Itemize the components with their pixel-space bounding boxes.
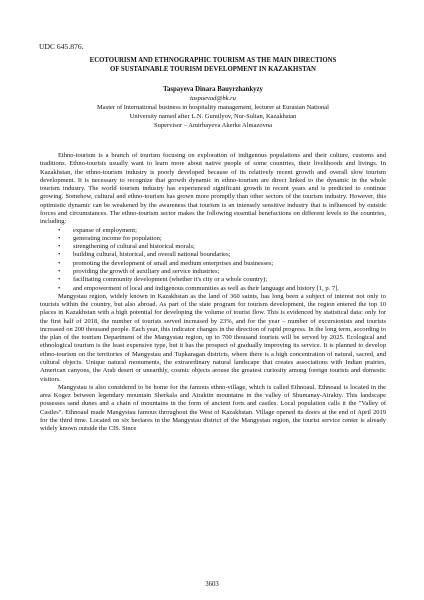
author-email: taspaevad@bk.ru [190, 95, 236, 102]
paragraph-1: Ethno-tourism is a branch of tourism focusing on exploration of indigenous populations and their culture, customs and traditions. Ethno-tourists usually want to learn more about native people of some countries, their livelihoods and livings. In Kazakhstan, the ethno-tourism industry is poorly developed because of its relatively recent growth and overall slow tourism development. It is necessary to recognize that growth dynamic in ethno-tourism are direct linked to the dynamic in the whole tourism industry. The world tourism industry has experienced significant growth in recent years and is predicted to continue growing. Somehow, cultural and ethno-tourism has grown more promptly than other sectors of the tourism industry. However, this optimistic dynamic can be weakened by the awareness that tourism is an intensely sensitive industry that is influenced by outside forces and circumstances. The ethno-tourism sector makes the following essential benefactions on different levels to the countries, including: [40, 152, 386, 226]
list-item: • strengthening of cultural and historical morals; [58, 243, 386, 251]
article-body [40, 152, 386, 434]
page-number: 3603 [205, 581, 219, 588]
author-block [40, 85, 386, 130]
list-item: • promoting the development of small and medium enterprises and businesses; [58, 260, 386, 268]
list-item: • facilitating community development (whether it's city or a whole country); [58, 276, 386, 284]
list-item: • expanse of employment; [58, 227, 386, 235]
supervisor: Supervisor – Amirbayeva Akerke Almazovna [153, 122, 273, 129]
title-line-2: OF SUSTAINABLE TOURISM DEVELOPMENT IN KAZAKHSTAN [110, 66, 316, 73]
author-name: Taspayeva Dinara Bauyrzhankyzy [163, 86, 263, 93]
list-item: • providing the growth of auxiliary and service industries; [58, 268, 386, 276]
udc-code: UDC 645.876. [39, 42, 84, 51]
title-line-1: ECOTOURISM AND ETHNOGRAPHIC TOURISM AS THE MAIN DIRECTIONS [89, 57, 337, 64]
paragraph-2: Mangystau region, widely known in Kazakhstan as the land of 360 saints, has long been a subject of interest not only to tourists within the country, but also abroad. As part of the state program for tourism development, the region entered the top 10 places in Kazakhstan with a high potential for developing the volume of tourist flow. This is evidenced by statistical data: only for the first half of 2018, the number of tourists served increased by 23%, and for the year – number of excursionists and tourists increased on 200 thousand people. Each year, this indicator changes in the direction of rapid progress. In the long term, according to the plan of the tourism Department of the Mangystau region, up to 700 thousand tourists will be served by 2025. Ecological and ethnological tourism is the least expensive type, but it has the prospect of gradually improving its service. It is planned to develop ethno-tourism on the territories of Mangystau and Tupkaragan districts, where there is a high concentration of natural, sacred, and cultural objects. Unique natural monuments, the extraordinary natural landscape that creates associations with Indian prairies, American canyons, the Arab desert or unearthly, cosmic objects arouse the greatest curiosity among foreign tourists and domestic visitors. [40, 292, 386, 383]
author-affiliation-1: Master of International business in hospitality management, lecturer at Eurasian National [97, 104, 329, 111]
paragraph-3: Mangystau is also considered to be home for the famous ethno-village, which is called Ethnoaul. Ethnoaul is located in the area Kogez between legendary mountain Sherkala and Airaktin mountains in the valley of Shumanay-Airakty. This landscape possesses sand dunes and a chain of mountains in the form of ancient forts and castles. Local population calls it the "Valley of Castles". Ethnoaul made Mangystau famous throughout the West of Kazakhstan. Village opened its doors at the end of April 2019 for the third time. Located on six hectares in the Mangystau district of the Mangystau region, the tourist service center is already widely known outside the CIS. Since [40, 383, 386, 433]
author-affiliation-2: University named after L.N. Gumilyov, Nur-Sultan, Kazakhstan [129, 113, 297, 120]
list-item: • building cultural, historical, and overall national boundaries; [58, 251, 386, 259]
benefits-list [40, 227, 386, 293]
article-title [40, 56, 386, 74]
list-item: • and empowerment of local and indigenous communities as well as their language and history [1, p. 7]. [58, 285, 386, 293]
list-item: • generating income for population; [58, 235, 386, 243]
